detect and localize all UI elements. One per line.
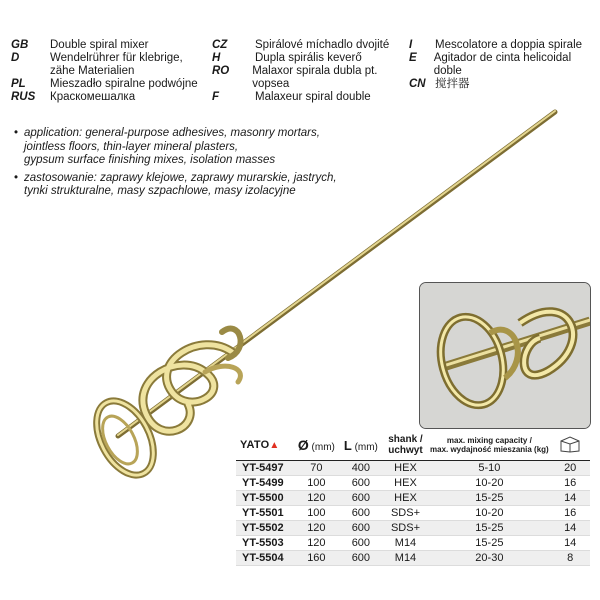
language-entry-f: F Malaxeur spiral double xyxy=(212,91,371,103)
table-row: YT-5501 100 600 SDS+ 10-20 16 xyxy=(236,506,590,521)
table-row: YT-5503 120 600 M14 15-25 14 xyxy=(236,536,590,551)
language-column-1 xyxy=(11,39,216,104)
box-icon xyxy=(550,430,590,461)
diameter-icon: Ø xyxy=(297,437,309,453)
language-entry-d: D Wendelrührer für klebrige, xyxy=(11,52,183,64)
language-entry-gb: GB Double spiral mixer xyxy=(11,39,149,51)
language-column-2 xyxy=(212,39,407,104)
table-row: YT-5502 120 600 SDS+ 15-25 14 xyxy=(236,521,590,536)
language-entry-cn: CN 搅拌器 xyxy=(409,78,470,90)
yato-triangle-icon: ▲ xyxy=(269,440,280,451)
language-entry-pl: PL Mieszadło spiralne podwójne xyxy=(11,78,198,90)
language-entry-rus: RUS Краскомешалка xyxy=(11,91,136,103)
table-row: YT-5497 70 400 HEX 5-10 20 xyxy=(236,461,590,476)
bullet-icon: • xyxy=(14,171,19,184)
brand-logo: YATO▲ xyxy=(236,430,294,461)
bullet-icon: • xyxy=(14,127,19,139)
shank-header: shank / uchwyt xyxy=(383,430,429,461)
language-entry-ro: RO Malaxor spirala dubla pt. vopsea xyxy=(212,65,378,90)
application-bullet-pl: • zastosowanie: zaprawy klejowe, zaprawy murarskie, jastrych, tynki strukturalne, masy szpachlowe, masy izolacyjne xyxy=(14,171,337,197)
spec-table xyxy=(236,430,590,566)
language-entry-i: I Mescolatore a doppia spirale xyxy=(409,39,583,51)
diameter-header: Ø (mm) xyxy=(294,430,339,461)
table-row: YT-5499 100 600 HEX 10-20 16 xyxy=(236,476,590,491)
length-header: L (mm) xyxy=(339,430,383,461)
table-row: YT-5500 120 600 HEX 15-25 14 xyxy=(236,491,590,506)
language-entry-e: E Agitador de cinta helicoidal doble xyxy=(409,52,572,77)
language-entry-d-cont: zähe Materialien xyxy=(50,65,135,77)
language-column-3 xyxy=(409,39,594,91)
application-notes xyxy=(14,127,344,203)
spec-table-header xyxy=(236,430,590,461)
language-entry-cz: CZ Spirálové míchadlo dvojité xyxy=(212,39,390,51)
table-row: YT-5504 160 600 M14 20-30 8 xyxy=(236,551,590,566)
capacity-header: max. mixing capacity / max. wydajność mieszania (kg) xyxy=(428,430,550,461)
closeup-spiral-image xyxy=(420,283,590,428)
closeup-photo xyxy=(419,282,591,429)
language-entry-h: H Dupla spirális keverő xyxy=(212,52,362,64)
application-bullet-en: • application: general-purpose adhesives, masonry mortars, jointless floors, thin-layer mineral plasters, gypsum surface finishing mixes, isolation masses xyxy=(14,127,320,166)
